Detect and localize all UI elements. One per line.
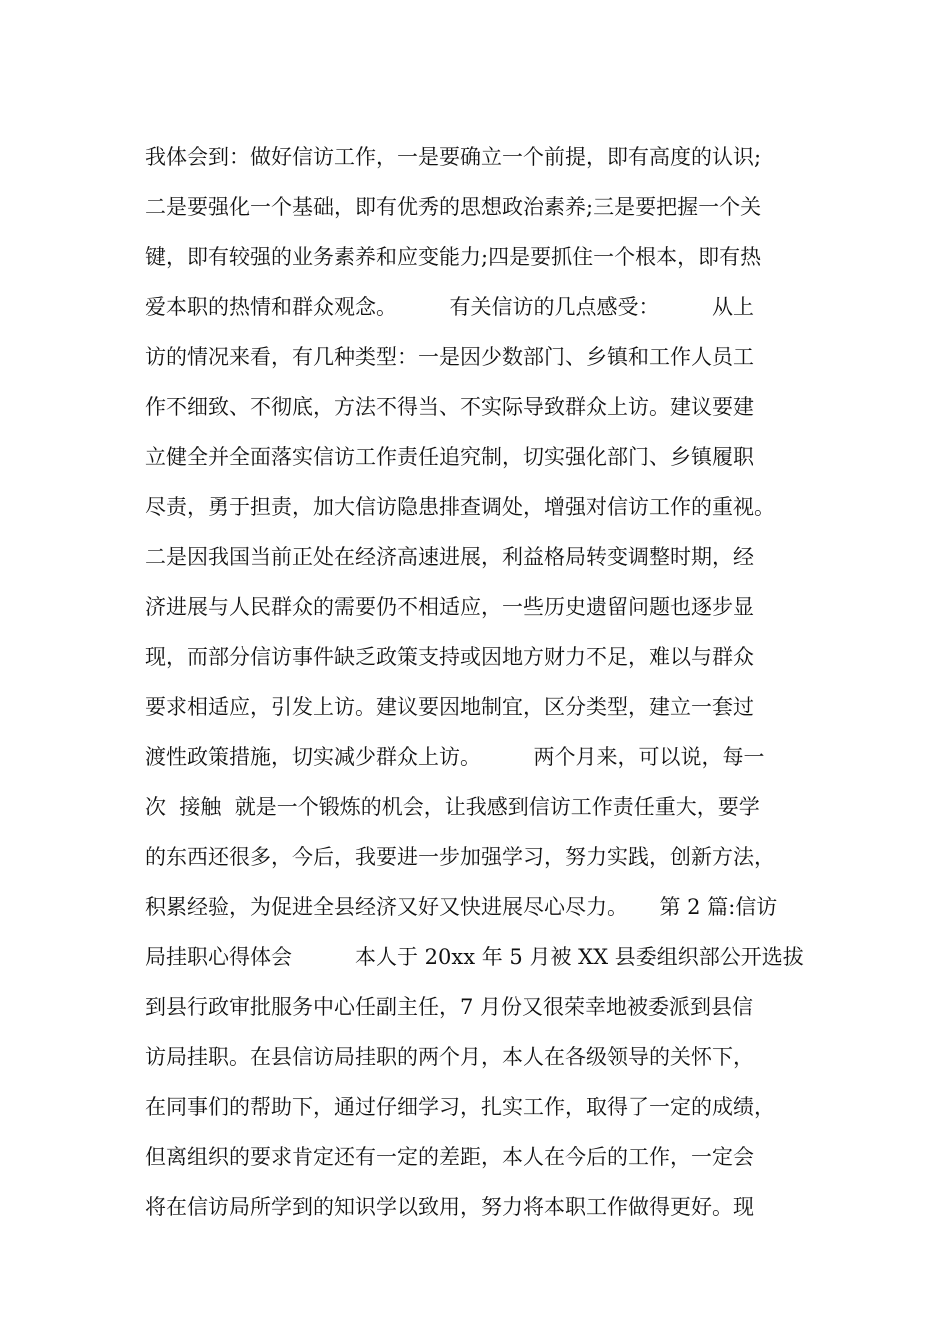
text-line: 访的情况来看，有几种类型：一是因少数部门、乡镇和工作人员工 (145, 345, 754, 369)
text-line: 二是因我国当前正处在经济高速进展，利益格局转变调整时期，经 (145, 545, 754, 569)
text-line: 到县行政审批服务中心任副主任，7 月份又很荣幸地被委派到县信 (145, 995, 754, 1019)
body-text (145, 132, 835, 1232)
text-line: 次 接触 就是一个锻炼的机会，让我感到信访工作责任重大，要学 (145, 795, 760, 819)
text-line: 我体会到：做好信访工作，一是要确立一个前提，即有高度的认识; (145, 145, 762, 169)
text-line: 在同事们的帮助下，通过仔细学习，扎实工作，取得了一定的成绩， (145, 1095, 775, 1119)
text-line: 将在信访局所学到的知识学以致用，努力将本职工作做得更好。现 (145, 1195, 754, 1219)
text-line: 作不细致、不彻底，方法不得当、不实际导致群众上访。建议要建 (145, 395, 754, 419)
text-line: 的东西还很多，今后，我要进一步加强学习，努力实践，创新方法， (145, 845, 775, 869)
text-line: 济进展与人民群众的需要仍不相适应，一些历史遗留问题也逐步显 (145, 595, 754, 619)
text-line: 渡性政策措施，切实减少群众上访。 两个月来，可以说，每一 (145, 745, 765, 769)
text-line: 键，即有较强的业务素养和应变能力;四是要抓住一个根本，即有热 (145, 245, 762, 269)
text-line: 尽责，勇于担责，加大信访隐患排查调处，增强对信访工作的重视。 (145, 495, 775, 519)
text-line: 但离组织的要求肯定还有一定的差距，本人在今后的工作，一定会 (145, 1145, 754, 1169)
text-line: 局挂职心得体会 本人于 20xx 年 5 月被 XX 县委组织部公开选拔 (145, 945, 804, 969)
text-line: 现，而部分信访事件缺乏政策支持或因地方财力不足，难以与群众 (145, 645, 754, 669)
text-line: 访局挂职。在县信访局挂职的两个月，本人在各级领导的关怀下， (145, 1045, 754, 1069)
text-line: 要求相适应，引发上访。建议要因地制宜，区分类型，建立一套过 (145, 695, 754, 719)
text-line: 积累经验，为促进全县经济又好又快进展尽心尽力。 第 2 篇:信访 (145, 895, 778, 919)
text-line: 爱本职的热情和群众观念。 有关信访的几点感受： 从上 (145, 295, 754, 319)
text-line: 立健全并全面落实信访工作责任追究制，切实强化部门、乡镇履职 (145, 445, 754, 469)
text-line: 二是要强化一个基础，即有优秀的思想政治素养;三是要把握一个关 (145, 195, 762, 219)
